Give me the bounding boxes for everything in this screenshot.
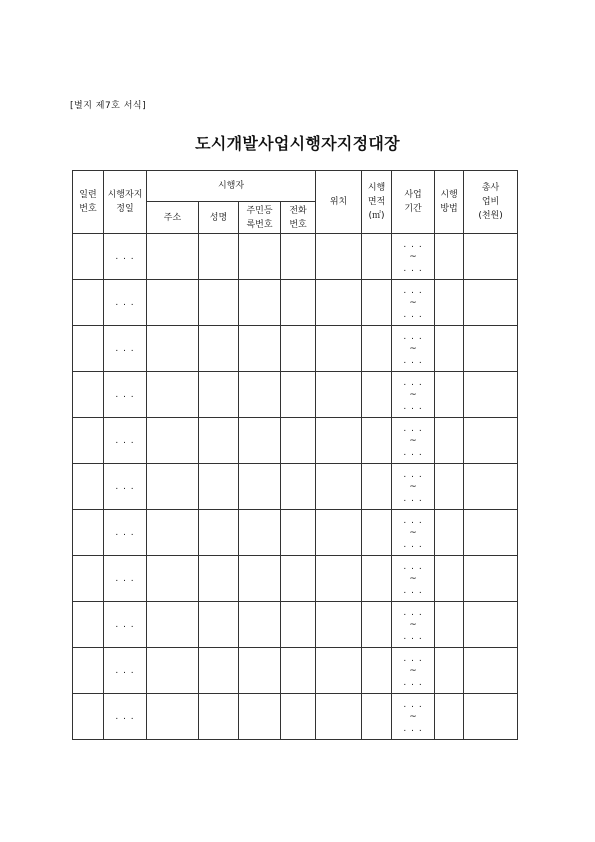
- cell-method[interactable]: [435, 372, 464, 418]
- cell-total-cost[interactable]: [464, 694, 518, 740]
- cell-date[interactable]: [104, 464, 147, 510]
- cell-location[interactable]: [316, 372, 362, 418]
- designation-date-value: . . .: [115, 573, 135, 584]
- cell-area[interactable]: [362, 556, 392, 602]
- cell-serial[interactable]: [73, 648, 104, 694]
- cell-area[interactable]: [362, 464, 392, 510]
- cell-resident-no[interactable]: [239, 556, 281, 602]
- period-end-value: . . .: [403, 539, 423, 550]
- cell-serial[interactable]: [73, 556, 104, 602]
- cell-location[interactable]: [316, 602, 362, 648]
- cell-area[interactable]: [362, 510, 392, 556]
- cell-method[interactable]: [435, 418, 464, 464]
- cell-resident-no[interactable]: [239, 280, 281, 326]
- table-row: [73, 556, 518, 602]
- cell-period[interactable]: [392, 372, 435, 418]
- table-row: [73, 694, 518, 740]
- cell-location[interactable]: [316, 234, 362, 280]
- cell-area[interactable]: [362, 326, 392, 372]
- table-row: [73, 602, 518, 648]
- cell-serial[interactable]: [73, 280, 104, 326]
- cell-phone[interactable]: [281, 556, 316, 602]
- cell-resident-no[interactable]: [239, 510, 281, 556]
- period-start-value: . . .: [403, 285, 423, 296]
- cell-location[interactable]: [316, 556, 362, 602]
- cell-resident-no[interactable]: [239, 602, 281, 648]
- period-start-value: . . .: [403, 561, 423, 572]
- period-end-value: . . .: [403, 309, 423, 320]
- period-separator: ~: [409, 251, 417, 262]
- header-name: 성명: [199, 202, 239, 234]
- cell-period[interactable]: [392, 510, 435, 556]
- period-separator: ~: [409, 435, 417, 446]
- cell-address[interactable]: [147, 602, 199, 648]
- cell-serial[interactable]: [73, 694, 104, 740]
- cell-method[interactable]: [435, 602, 464, 648]
- cell-serial[interactable]: [73, 326, 104, 372]
- cell-method[interactable]: [435, 694, 464, 740]
- header-address: 주소: [147, 202, 199, 234]
- cell-phone[interactable]: [281, 602, 316, 648]
- cell-total-cost[interactable]: [464, 648, 518, 694]
- cell-location[interactable]: [316, 418, 362, 464]
- header-row-top: [73, 171, 518, 202]
- table-row: [73, 464, 518, 510]
- period-separator: ~: [409, 297, 417, 308]
- header-operator-group: 시행자: [147, 171, 316, 202]
- period-end-value: . . .: [403, 493, 423, 504]
- designation-date-value: . . .: [115, 389, 135, 400]
- cell-date[interactable]: [104, 326, 147, 372]
- cell-date[interactable]: [104, 280, 147, 326]
- period-start-value: . . .: [403, 469, 423, 480]
- table-row: [73, 234, 518, 280]
- cell-phone[interactable]: [281, 234, 316, 280]
- cell-area[interactable]: [362, 234, 392, 280]
- period-start-value: . . .: [403, 653, 423, 664]
- cell-name[interactable]: [199, 694, 239, 740]
- cell-address[interactable]: [147, 694, 199, 740]
- cell-address[interactable]: [147, 556, 199, 602]
- period-separator: ~: [409, 711, 417, 722]
- period-end-value: . . .: [403, 401, 423, 412]
- cell-resident-no[interactable]: [239, 648, 281, 694]
- cell-name[interactable]: [199, 648, 239, 694]
- period-start-value: . . .: [403, 377, 423, 388]
- header-phone-number: 전화 번호: [281, 202, 316, 234]
- cell-name[interactable]: [199, 602, 239, 648]
- cell-address[interactable]: [147, 326, 199, 372]
- cell-date[interactable]: [104, 234, 147, 280]
- header-business-period: 사업 기간: [392, 171, 435, 234]
- cell-total-cost[interactable]: [464, 326, 518, 372]
- designation-date-value: . . .: [115, 481, 135, 492]
- cell-date[interactable]: [104, 372, 147, 418]
- cell-period[interactable]: [392, 694, 435, 740]
- cell-phone[interactable]: [281, 464, 316, 510]
- period-start-value: . . .: [403, 423, 423, 434]
- cell-method[interactable]: [435, 648, 464, 694]
- cell-phone[interactable]: [281, 326, 316, 372]
- cell-area[interactable]: [362, 280, 392, 326]
- header-method: 시행 방법: [435, 171, 464, 234]
- cell-serial[interactable]: [73, 372, 104, 418]
- cell-total-cost[interactable]: [464, 556, 518, 602]
- designation-date-value: . . .: [115, 711, 135, 722]
- cell-area[interactable]: [362, 694, 392, 740]
- period-separator: ~: [409, 481, 417, 492]
- cell-address[interactable]: [147, 280, 199, 326]
- cell-location[interactable]: [316, 510, 362, 556]
- cell-period[interactable]: [392, 418, 435, 464]
- cell-period[interactable]: [392, 280, 435, 326]
- cell-serial[interactable]: [73, 234, 104, 280]
- cell-phone[interactable]: [281, 372, 316, 418]
- table-row: [73, 326, 518, 372]
- cell-location[interactable]: [316, 326, 362, 372]
- cell-name[interactable]: [199, 418, 239, 464]
- period-start-value: . . .: [403, 515, 423, 526]
- table-row: [73, 648, 518, 694]
- cell-serial[interactable]: [73, 510, 104, 556]
- header-total-cost: 총사 업비 (천원): [464, 171, 518, 234]
- cell-address[interactable]: [147, 234, 199, 280]
- designation-date-value: . . .: [115, 527, 135, 538]
- header-serial-number: 일련 번호: [73, 171, 104, 234]
- cell-serial[interactable]: [73, 602, 104, 648]
- cell-address[interactable]: [147, 648, 199, 694]
- cell-phone[interactable]: [281, 648, 316, 694]
- cell-total-cost[interactable]: [464, 234, 518, 280]
- period-end-value: . . .: [403, 585, 423, 596]
- cell-resident-no[interactable]: [239, 326, 281, 372]
- cell-location[interactable]: [316, 694, 362, 740]
- header-area: 시행 면적 (㎡): [362, 171, 392, 234]
- period-separator: ~: [409, 343, 417, 354]
- period-separator: ~: [409, 665, 417, 676]
- cell-period[interactable]: [392, 326, 435, 372]
- cell-total-cost[interactable]: [464, 280, 518, 326]
- period-end-value: . . .: [403, 677, 423, 688]
- cell-area[interactable]: [362, 648, 392, 694]
- cell-phone[interactable]: [281, 280, 316, 326]
- cell-date[interactable]: [104, 648, 147, 694]
- period-separator: ~: [409, 619, 417, 630]
- header-designation-date: 시행자지 정일: [104, 171, 147, 234]
- designation-date-value: . . .: [115, 665, 135, 676]
- cell-resident-no[interactable]: [239, 418, 281, 464]
- designation-date-value: . . .: [115, 619, 135, 630]
- cell-date[interactable]: [104, 602, 147, 648]
- cell-name[interactable]: [199, 326, 239, 372]
- period-end-value: . . .: [403, 355, 423, 366]
- cell-period[interactable]: [392, 556, 435, 602]
- cell-area[interactable]: [362, 372, 392, 418]
- designation-date-value: . . .: [115, 343, 135, 354]
- period-separator: ~: [409, 573, 417, 584]
- cell-resident-no[interactable]: [239, 372, 281, 418]
- period-end-value: . . .: [403, 263, 423, 274]
- period-separator: ~: [409, 527, 417, 538]
- table-row: [73, 510, 518, 556]
- cell-address[interactable]: [147, 510, 199, 556]
- period-start-value: . . .: [403, 239, 423, 250]
- cell-method[interactable]: [435, 510, 464, 556]
- cell-address[interactable]: [147, 464, 199, 510]
- cell-area[interactable]: [362, 602, 392, 648]
- cell-period[interactable]: [392, 234, 435, 280]
- cell-name[interactable]: [199, 464, 239, 510]
- register-body: [73, 234, 518, 740]
- cell-resident-no[interactable]: [239, 234, 281, 280]
- designation-date-value: . . .: [115, 297, 135, 308]
- designation-date-value: . . .: [115, 251, 135, 262]
- cell-total-cost[interactable]: [464, 418, 518, 464]
- cell-name[interactable]: [199, 372, 239, 418]
- cell-serial[interactable]: [73, 418, 104, 464]
- cell-period[interactable]: [392, 464, 435, 510]
- cell-location[interactable]: [316, 464, 362, 510]
- header-resident-number: 주민등 록번호: [239, 202, 281, 234]
- period-start-value: . . .: [403, 699, 423, 710]
- cell-phone[interactable]: [281, 694, 316, 740]
- cell-area[interactable]: [362, 418, 392, 464]
- cell-resident-no[interactable]: [239, 464, 281, 510]
- cell-method[interactable]: [435, 234, 464, 280]
- table-row: [73, 280, 518, 326]
- period-end-value: . . .: [403, 723, 423, 734]
- cell-resident-no[interactable]: [239, 694, 281, 740]
- cell-address[interactable]: [147, 372, 199, 418]
- table-row: [73, 418, 518, 464]
- cell-total-cost[interactable]: [464, 510, 518, 556]
- cell-method[interactable]: [435, 326, 464, 372]
- period-end-value: . . .: [403, 631, 423, 642]
- cell-location[interactable]: [316, 648, 362, 694]
- cell-total-cost[interactable]: [464, 464, 518, 510]
- form-number-label: [별지 제7호 서식]: [70, 101, 147, 111]
- cell-date[interactable]: [104, 418, 147, 464]
- designation-register-table: [72, 170, 518, 740]
- header-location: 위치: [316, 171, 362, 234]
- cell-phone[interactable]: [281, 510, 316, 556]
- cell-total-cost[interactable]: [464, 372, 518, 418]
- cell-date[interactable]: [104, 694, 147, 740]
- page-title: 도시개발사업시행자지정대장: [195, 134, 400, 153]
- cell-name[interactable]: [199, 556, 239, 602]
- cell-name[interactable]: [199, 234, 239, 280]
- period-start-value: . . .: [403, 331, 423, 342]
- cell-method[interactable]: [435, 464, 464, 510]
- cell-period[interactable]: [392, 602, 435, 648]
- cell-name[interactable]: [199, 510, 239, 556]
- cell-serial[interactable]: [73, 464, 104, 510]
- cell-period[interactable]: [392, 648, 435, 694]
- table-row: [73, 372, 518, 418]
- period-separator: ~: [409, 389, 417, 400]
- designation-date-value: . . .: [115, 435, 135, 446]
- cell-address[interactable]: [147, 418, 199, 464]
- cell-phone[interactable]: [281, 418, 316, 464]
- cell-method[interactable]: [435, 556, 464, 602]
- cell-total-cost[interactable]: [464, 602, 518, 648]
- period-start-value: . . .: [403, 607, 423, 618]
- cell-location[interactable]: [316, 280, 362, 326]
- period-end-value: . . .: [403, 447, 423, 458]
- cell-method[interactable]: [435, 280, 464, 326]
- cell-name[interactable]: [199, 280, 239, 326]
- cell-date[interactable]: [104, 510, 147, 556]
- cell-date[interactable]: [104, 556, 147, 602]
